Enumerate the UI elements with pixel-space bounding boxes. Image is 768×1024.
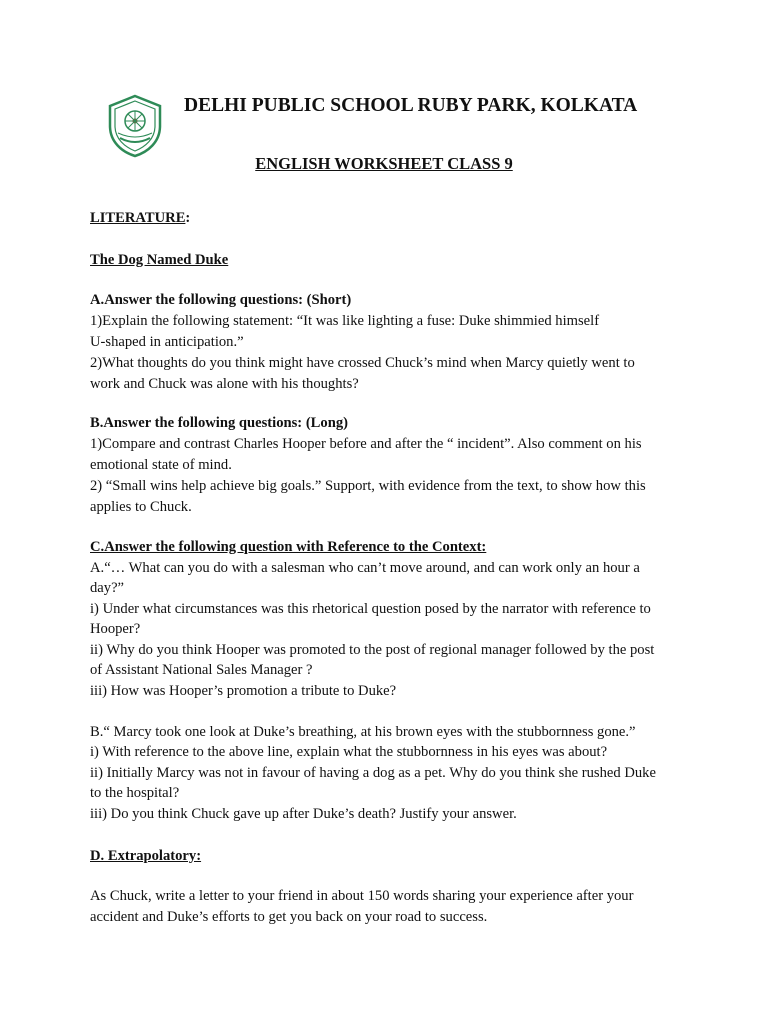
- section-c-b-line: i) With reference to the above line, explain what the stubbornness in his eyes was about?: [90, 744, 608, 760]
- section-a-line: U-shaped in anticipation.”: [90, 334, 244, 350]
- section-b-heading: B.Answer the following questions: (Long): [90, 415, 348, 431]
- section-b-line: applies to Chuck.: [90, 499, 192, 515]
- section-b-line: 1)Compare and contrast Charles Hooper before and after the “ incident”. Also comment on his: [90, 436, 642, 452]
- section-c-a-line: iii) How was Hooper’s promotion a tribute to Duke?: [90, 683, 397, 699]
- section-c-b-line: B.“ Marcy took one look at Duke’s breathing, at his brown eyes with the stubbornness gone.”: [90, 724, 636, 740]
- worksheet-title: ENGLISH WORKSHEET CLASS 9: [255, 154, 513, 173]
- section-d-line: As Chuck, write a letter to your friend in about 150 words sharing your experience after your: [90, 888, 634, 904]
- section-a-line: 1)Explain the following statement: “It was like lighting a fuse: Duke shimmied himself: [90, 313, 600, 329]
- section-a-heading: A.Answer the following questions: (Short): [90, 292, 352, 308]
- section-a-line: work and Chuck was alone with his thoughts?: [90, 376, 359, 392]
- section-a-line: 2)What thoughts do you think might have crossed Chuck’s mind when Marcy quietly went to: [90, 355, 635, 371]
- section-c-b-line: iii) Do you think Chuck gave up after Duke’s death? Justify your answer.: [90, 806, 517, 822]
- story-title: The Dog Named Duke: [90, 252, 229, 268]
- section-c-a-line: i) Under what circumstances was this rhetorical question posed by the narrator with reference to: [90, 601, 651, 617]
- section-c-heading: C.Answer the following question with Reference to the Context:: [90, 539, 487, 555]
- section-b-line: emotional state of mind.: [90, 457, 232, 473]
- section-c-a-line: Hooper?: [90, 621, 141, 637]
- literature-heading-line: [90, 208, 190, 229]
- section-c-b-line: to the hospital?: [90, 785, 180, 801]
- section-d-heading: D. Extrapolatory:: [90, 848, 202, 864]
- section-c-a-line: A.“… What can you do with a salesman who can’t move around, and can work only an hour a: [90, 560, 640, 576]
- section-b-line: 2) “Small wins help achieve big goals.” Support, with evidence from the text, to show how this: [90, 478, 646, 494]
- section-c-a-line: of Assistant National Sales Manager ?: [90, 662, 313, 678]
- section-c-a-line: day?”: [90, 580, 125, 596]
- school-name: DELHI PUBLIC SCHOOL RUBY PARK, KOLKATA: [184, 95, 638, 116]
- school-crest-logo: [104, 94, 166, 158]
- literature-colon: :: [185, 210, 191, 226]
- section-c-b-line: ii) Initially Marcy was not in favour of having a dog as a pet. Why do you think she rushed Duke: [90, 765, 656, 781]
- section-c-a-line: ii) Why do you think Hooper was promoted to the post of regional manager followed by the post: [90, 642, 655, 658]
- literature-heading: LITERATURE: [90, 210, 186, 226]
- section-d-line: accident and Duke’s efforts to get you back on your road to success.: [90, 909, 488, 925]
